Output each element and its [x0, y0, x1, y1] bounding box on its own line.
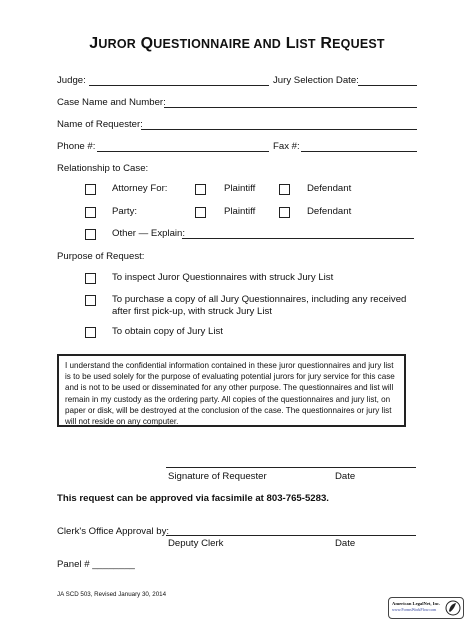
attorney-for-label: Attorney For:: [112, 183, 168, 194]
legalnet-logo-icon: [445, 600, 461, 616]
fax-field[interactable]: [301, 151, 417, 152]
purpose-inspect-checkbox[interactable]: [85, 273, 96, 284]
notice-line: I understand the confidential information contained in these juror questionnaires and jury list: [65, 361, 394, 370]
signature-date-label: Date: [335, 471, 356, 482]
party-defendant-label: Defendant: [307, 206, 352, 217]
attorney-plaintiff-label: Plaintiff: [224, 183, 256, 194]
panel-number-field[interactable]: Panel # ________: [57, 559, 135, 570]
requester-field[interactable]: [141, 129, 417, 130]
legalnet-logo: [388, 597, 464, 619]
other-explain-field[interactable]: [182, 238, 414, 239]
case-name-field[interactable]: [164, 107, 417, 108]
purpose-copy-label: To obtain copy of Jury List: [112, 326, 223, 337]
fax-label: Fax #:: [273, 141, 300, 152]
logo-company-name: American LegalNet, Inc.: [392, 601, 441, 606]
fax-approval-note: This request can be approved via facsimile at 803-765-5283.: [57, 493, 329, 504]
attorney-for-checkbox[interactable]: [85, 184, 96, 195]
deputy-clerk-label: Deputy Clerk: [168, 538, 224, 549]
judge-field[interactable]: [89, 85, 269, 86]
other-checkbox[interactable]: [85, 229, 96, 240]
purpose-copy-checkbox[interactable]: [85, 327, 96, 338]
party-plaintiff-checkbox[interactable]: [195, 207, 206, 218]
phone-label: Phone #:: [57, 141, 96, 152]
purpose-heading: Purpose of Request:: [57, 251, 145, 262]
jury-selection-date-field[interactable]: [358, 85, 417, 86]
judge-label: Judge:: [57, 75, 86, 86]
relationship-heading: Relationship to Case:: [57, 163, 149, 174]
signature-field[interactable]: [166, 467, 416, 468]
logo-url: www.FormsWorkFlow.com: [392, 607, 437, 612]
purpose-purchase-checkbox[interactable]: [85, 295, 96, 306]
purpose-purchase-label-2: after first pick-up, with struck Jury List: [112, 306, 272, 317]
notice-line: remain in my custody as the ordering party. All copies of the questionnaires and jury list, on: [65, 394, 391, 404]
attorney-plaintiff-checkbox[interactable]: [195, 184, 206, 195]
attorney-defendant-checkbox[interactable]: [279, 184, 290, 195]
clerk-approval-label: Clerk's Office Approval by:: [57, 526, 170, 537]
form-title: JUROR QUESTIONNAIRE AND LIST REQUEST: [89, 35, 385, 52]
attorney-defendant-label: Defendant: [307, 183, 352, 194]
form-revision-footer: JA SCD 503, Revised January 30, 2014: [57, 591, 167, 598]
case-name-label: Case Name and Number:: [57, 97, 166, 108]
notice-line: paper or disk, will be destroyed at the conclusion of the case. The questionnaires or jury list: [65, 405, 392, 415]
party-defendant-checkbox[interactable]: [279, 207, 290, 218]
party-checkbox[interactable]: [85, 207, 96, 218]
jury-selection-date-label: Jury Selection Date:: [273, 75, 359, 86]
clerk-approval-field[interactable]: [166, 535, 416, 536]
purpose-purchase-label-1: To purchase a copy of all Jury Questionnaires, including any received: [112, 294, 407, 305]
notice-line: will not reside on any computer.: [65, 417, 179, 427]
phone-field[interactable]: [97, 151, 269, 152]
notice-line: is to be used solely for the purpose of evaluating potential jurors for jury service for this case: [65, 372, 395, 382]
requester-label: Name of Requester:: [57, 119, 143, 130]
other-label: Other — Explain:: [112, 228, 186, 239]
party-plaintiff-label: Plaintiff: [224, 206, 256, 217]
party-label: Party:: [112, 206, 138, 217]
confidentiality-notice: [57, 354, 406, 427]
clerk-date-label: Date: [335, 538, 356, 549]
notice-line: and is not to be used or disseminated for any other purpose. The questionnaires and list will: [65, 383, 394, 393]
purpose-inspect-label: To inspect Juror Questionnaires with struck Jury List: [112, 272, 334, 283]
signature-label: Signature of Requester: [168, 471, 267, 482]
